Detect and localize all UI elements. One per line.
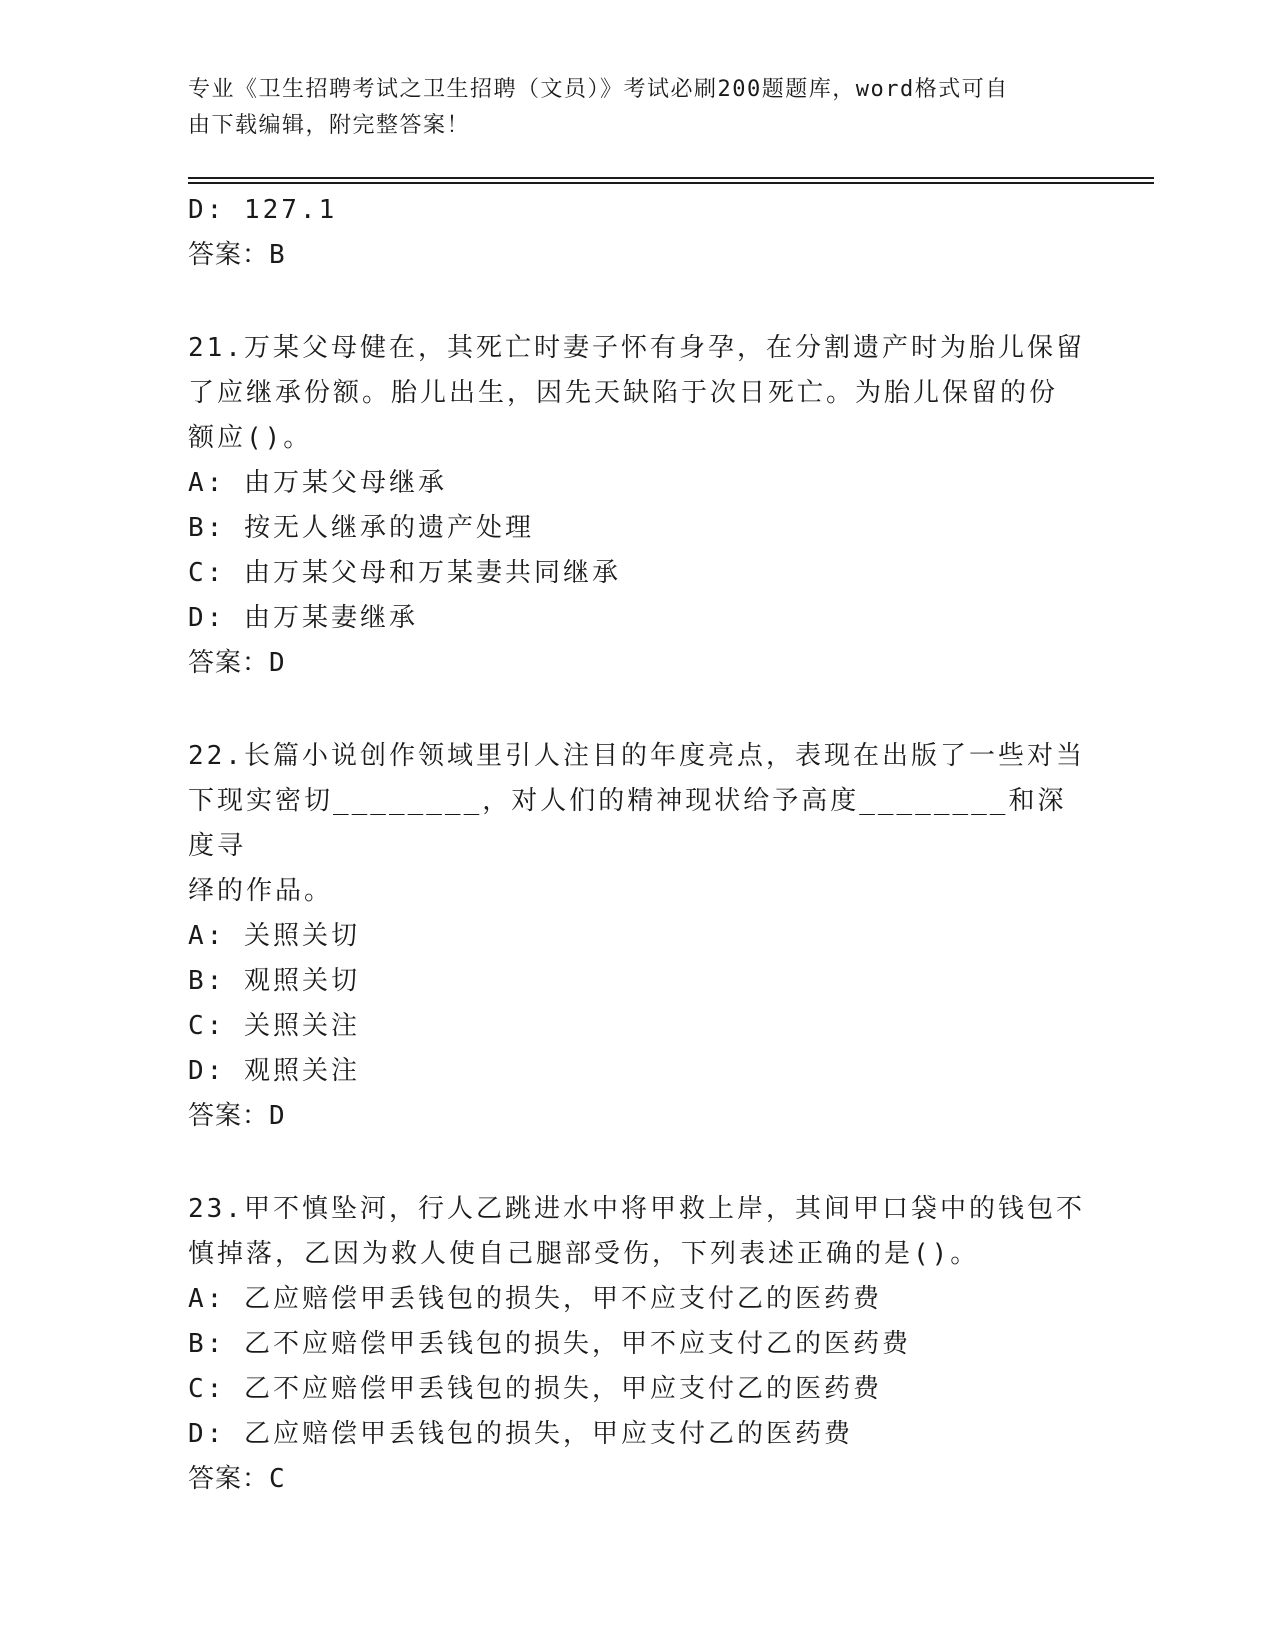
answer-value: B	[269, 240, 286, 270]
page-header	[188, 72, 1068, 144]
answer-value: C	[269, 1464, 286, 1494]
question-text	[188, 326, 1088, 461]
answer-label: 答案：	[188, 648, 270, 678]
header-line-2: 由下载编辑，附完整答案！	[188, 113, 471, 138]
option-b: B: 按无人继承的遗产处理	[188, 513, 534, 543]
answer	[188, 641, 1088, 686]
question-23	[188, 1187, 1088, 1502]
question-text	[188, 734, 1088, 914]
answer-value: D	[269, 648, 286, 678]
question-line: 22.长篇小说创作领域里引人注目的年度亮点，表现在出版了一些对当	[188, 741, 1085, 771]
answer-label: 答案：	[188, 1101, 270, 1131]
question-line: 额应()。	[188, 423, 313, 453]
option-b: B: 乙不应赔偿甲丢钱包的损失，甲不应支付乙的医药费	[188, 1329, 911, 1359]
question-line: 下现实密切________，对人们的精神现状给予高度________和深度寻	[188, 786, 1067, 861]
answer-value: D	[269, 1101, 286, 1131]
answer	[188, 1457, 1088, 1502]
question-list	[188, 188, 1088, 1502]
answer-label: 答案：	[188, 1464, 270, 1494]
option-c: C: 由万某父母和万某妻共同继承	[188, 558, 621, 588]
option-c: C: 关照关注	[188, 1011, 360, 1041]
option-d: D: 由万某妻继承	[188, 603, 418, 633]
prev-option-d: D: 127.1	[188, 195, 338, 225]
option-a: A: 关照关切	[188, 921, 360, 951]
answer-label: 答案：	[188, 240, 270, 270]
question-22	[188, 734, 1088, 1139]
question-line: 慎掉落，乙因为救人使自己腿部受伤，下列表述正确的是()。	[188, 1239, 980, 1269]
prev-answer	[188, 233, 1088, 278]
question-line: 23.甲不慎坠河，行人乙跳进水中将甲救上岸，其间甲口袋中的钱包不	[188, 1194, 1085, 1224]
question-line: 21.万某父母健在，其死亡时妻子怀有身孕，在分割遗产时为胎儿保留	[188, 333, 1085, 363]
option-b: B: 观照关切	[188, 966, 360, 996]
option-a: A: 由万某父母继承	[188, 468, 447, 498]
option-d: D: 乙应赔偿甲丢钱包的损失，甲应支付乙的医药费	[188, 1419, 853, 1449]
option-d: D: 观照关注	[188, 1056, 360, 1086]
header-line-1: 专业《卫生招聘考试之卫生招聘（文员）》考试必刷200题题库，word格式可自	[188, 77, 1009, 102]
question-21	[188, 326, 1088, 686]
question-text	[188, 1187, 1088, 1277]
answer	[188, 1094, 1088, 1139]
question-line: 绎的作品。	[188, 876, 334, 906]
header-divider-top	[188, 177, 1154, 179]
header-divider-bottom	[188, 182, 1154, 184]
option-a: A: 乙应赔偿甲丢钱包的损失，甲不应支付乙的医药费	[188, 1284, 882, 1314]
question-line: 了应继承份额。胎儿出生，因先天缺陷于次日死亡。为胎儿保留的份	[188, 378, 1059, 408]
option-c: C: 乙不应赔偿甲丢钱包的损失，甲应支付乙的医药费	[188, 1374, 882, 1404]
